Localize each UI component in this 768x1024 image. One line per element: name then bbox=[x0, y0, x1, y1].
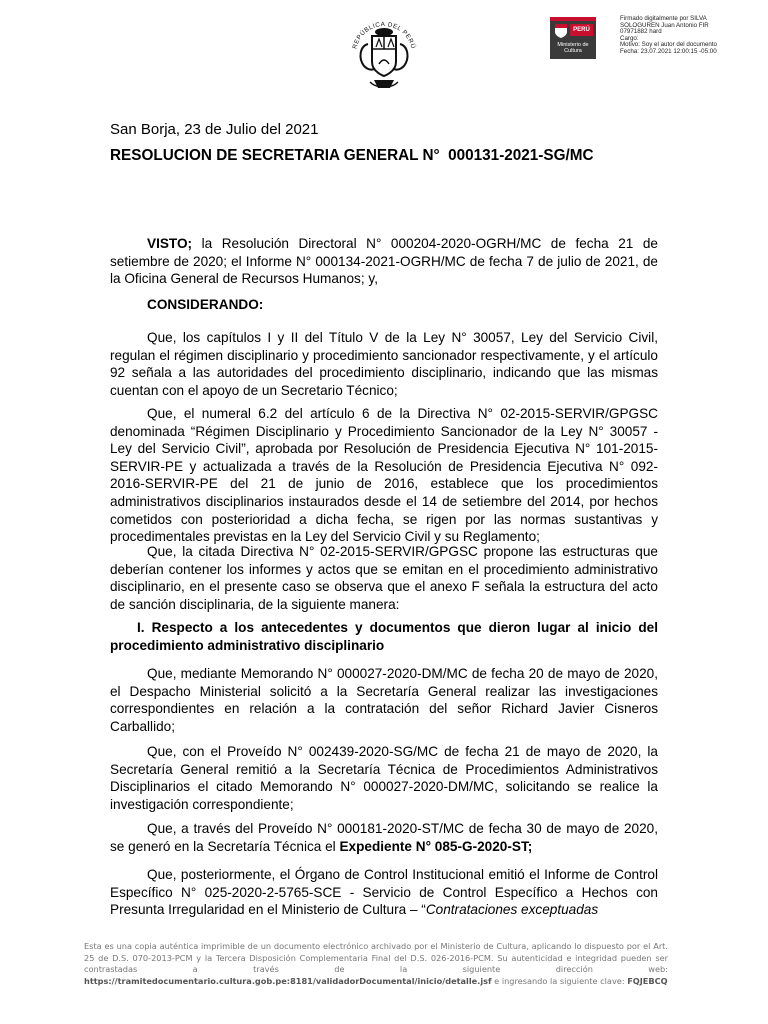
signature-line: SOLOGUREN Juan Antonio FIR bbox=[620, 21, 709, 29]
shield-icon bbox=[553, 23, 569, 39]
ministry-logo bbox=[550, 17, 596, 59]
place-date: San Borja, 23 de Julio del 2021 bbox=[110, 121, 319, 138]
signature-line: 07971882 hard bbox=[620, 28, 662, 35]
paragraph-text: Que, el numeral 6.2 del artículo 6 de la Directiva N° 02-2015-SERVIR/GPGSC denominada “Régimen Disciplinario y Procedimiento Sancionador de la Ley N° 30057 - Ley del Servicio Civil”, aprobada por Resolución de Presidencia Ejecutiva N° 101-2015-SERVIR-PE y actualizada a través de la Resolución de Presidencia Ejecutiva N° 092-2016-SERVIR-PE del 21 de junio de 2016, establece que los procedimientos administrativos disciplinarios instaurados desde el 14 de setiembre del 2014, por hechos cometidos con posterioridad a dicha fecha, se rigen por las normas sustantivas y procedimentales previstas en la Ley del Servicio Civil y su Reglamento; bbox=[110, 406, 658, 545]
logo-red-bar bbox=[550, 17, 596, 21]
footer-text-2: e ingresando la siguiente clave: bbox=[491, 975, 628, 986]
paragraph bbox=[110, 820, 658, 855]
digital-signature bbox=[620, 16, 768, 55]
paragraph-text: Que, mediante Memorando N° 000027-2020-DM/MC de fecha 20 de mayo de 2020, el Despacho Ministerial solicitó a la Secretaría General realizar las investigaciones correspondientes en relación a la contratación del señor Richard Javier Cisneros Carballido; bbox=[110, 666, 658, 734]
paragraph bbox=[110, 743, 658, 813]
logo-org: Ministerio de Cultura bbox=[557, 42, 589, 54]
document-title: RESOLUCION DE SECRETARIA GENERAL N° 000131-2021-SG/MC bbox=[110, 147, 594, 164]
footer-text: Esta es una copia auténtica imprimible de un documento electrónico archivado por el Ministerio de Cultura, aplicando lo dispuesto por el Art. 25 de D.S. 070-2013-PCM y la Tercera Disposición Complementaria Final del D.S. 026-2016-PCM. Su autenticidad e integridad pueden ser contrastadas a través de la siguiente dirección web: bbox=[84, 941, 668, 975]
considerando-heading: CONSIDERANDO: bbox=[147, 297, 264, 312]
coat-caption: REPÚBLICA DEL PERÚ bbox=[351, 20, 417, 50]
paragraph bbox=[110, 329, 658, 399]
visto-text: la Resolución Directoral N° 000204-2020-OGRH/MC de fecha 21 de setiembre de 2020; el Informe N° 000134-2021-OGRH/MC de fecha 7 de julio de 2021, de la Oficina General de Recursos Humanos; y, bbox=[110, 236, 658, 287]
signature-line: Motivo: Soy el autor del documento bbox=[620, 41, 717, 48]
expediente-number: Expediente N° 085-G-2020-ST; bbox=[339, 838, 533, 854]
paragraph-text: Que, la citada Directiva N° 02-2015-SERVIR/GPGSC propone las estructuras que deberían contener los informes y actos que se emitan en el procedimiento administrativo disciplinario, en el presente caso se observa que el anexo F señala la estructura del acto de sanción disciplinaria, de la siguiente manera: bbox=[110, 544, 658, 612]
paragraph-text: Que, con el Proveído N° 002439-2020-SG/MC de fecha 21 de mayo de 2020, la Secretaría General remitió a la Secretaría Técnica de Procedimientos Administrativos Disciplinarios el citado Memorando N° 000027-2020-DM/MC, solicitando se realice la investigación correspondiente; bbox=[110, 744, 658, 812]
validation-key: FQJEBCQ bbox=[627, 975, 668, 986]
section-heading bbox=[110, 619, 658, 654]
coat-of-arms-icon bbox=[346, 14, 422, 98]
authenticity-footer bbox=[84, 941, 668, 987]
paragraph-italic-text: Contrataciones exceptuadas bbox=[425, 902, 599, 918]
visto-label: VISTO; bbox=[147, 236, 193, 251]
paragraph bbox=[110, 543, 658, 613]
validation-link[interactable]: https://tramitedocumentario.cultura.gob.pe:8181/validadorDocumental/inicio/detalle.jsf bbox=[84, 975, 492, 986]
paragraph bbox=[110, 866, 658, 919]
signature-line: Firmado digitalmente por SILVA bbox=[620, 15, 707, 22]
paragraph-text: Que, los capítulos I y II del Título V de la Ley N° 30057, Ley del Servicio Civil, regulan el régimen disciplinario y procedimiento sancionador respectivamente, y el artículo 92 señala a las autoridades del procedimiento disciplinario, indicando que las mismas cuentan con el apoyo de un Secretario Técnico; bbox=[110, 330, 658, 398]
signature-line: Fecha: 23.07.2021 12:00:15 -05:00 bbox=[620, 47, 717, 55]
logo-country: PERÚ bbox=[570, 24, 593, 36]
section-heading-text: I. Respecto a los antecedentes y documentos que dieron lugar al inicio del procedimiento administrativo disciplinario bbox=[110, 620, 658, 653]
paragraph-text: Que, a través del Proveído N° 000181-2020-ST/MC de fecha 30 de mayo de 2020, se generó en la Secretaría Técnica el bbox=[110, 821, 658, 854]
paragraph-text: Que, posteriormente, el Órgano de Control Institucional emitió el Informe de Control Específico N° 025-2020-2-5765-SCE - Servicio de Control Específico a Hechos con Presunta Irregularidad en el Ministerio de Cultura – “ bbox=[110, 867, 658, 918]
signature-line: Cargo: bbox=[620, 34, 639, 42]
paragraph bbox=[110, 665, 658, 735]
visto-paragraph bbox=[110, 235, 658, 288]
paragraph bbox=[110, 405, 658, 546]
